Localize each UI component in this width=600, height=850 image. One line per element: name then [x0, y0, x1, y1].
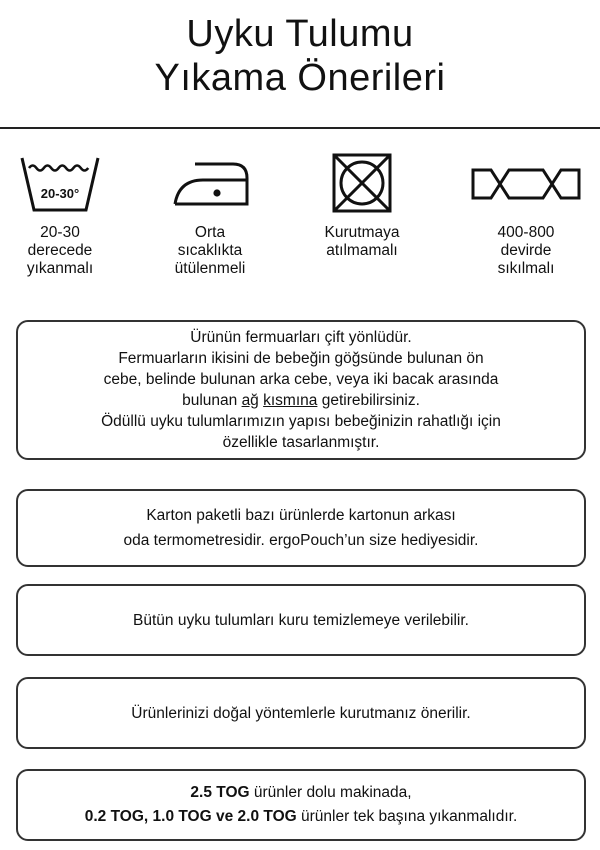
box1-line-4 — [182, 390, 420, 411]
box5-bold-tog-20: 2.0 TOG — [237, 808, 297, 825]
box3-line-1: Bütün uyku tulumları kuru temizlemeye verilebilir. — [133, 611, 469, 629]
box1-line-4-pre: bulunan — [182, 392, 242, 409]
wring-icon — [469, 152, 583, 214]
tumble-caption: Kurutmaya atılmamalı — [324, 224, 400, 259]
wash-caption: 20-30 derecede yıkanmalı — [26, 224, 94, 277]
box1-line-4-post: getirebilirsiniz. — [317, 392, 420, 409]
box1-line-3: cebe, belinde bulunan arka cebe, veya iki bacak arasında — [103, 371, 499, 388]
box2-line-2: oda termometresidir. ergoPouch’un size hediyesidir. — [123, 532, 479, 549]
page-title — [0, 12, 600, 100]
iron-caption: Orta sıcaklıkta ütülenmeli — [174, 224, 246, 277]
info-box-tog — [16, 769, 586, 841]
box5-bold-tog-25: 2.5 TOG — [190, 784, 250, 801]
symbol-iron — [150, 152, 270, 278]
info-box-zippers — [16, 320, 586, 460]
box1-underline-kismina: kısmına — [263, 392, 318, 409]
box1-line-2: Fermuarların ikisini de bebeğin göğsünde bulunan ön — [118, 350, 484, 367]
symbol-wring — [466, 152, 586, 278]
symbol-tumble — [302, 152, 422, 260]
wash-temp-label: 20-30° — [40, 186, 80, 201]
box1-underline-ag: ağ — [241, 392, 259, 409]
info-box-natural-dry — [16, 677, 586, 749]
box1-line-5: Ödüllü uyku tulumlarımızın yapısı bebeğinizin rahatlığı için — [101, 413, 501, 430]
wash-tub-icon — [19, 152, 101, 214]
title-divider — [0, 127, 600, 129]
title-line-2: Yıkama Önerileri — [154, 57, 446, 99]
symbol-wash — [0, 152, 120, 278]
box1-line-1: Ürünün fermuarları çift yönlüdür. — [190, 329, 412, 346]
box5-line-1 — [190, 781, 411, 805]
box5-bold-tog-02-10: 0.2 TOG, 1.0 TOG — [84, 808, 212, 825]
box5-bold-ve: ve — [211, 808, 238, 825]
iron-icon — [169, 152, 251, 214]
box4-line-1: Ürünlerinizi doğal yöntemlerle kurutmanız önerilir. — [131, 704, 471, 722]
box2-line-1: Karton paketli bazı ürünlerde kartonun arkası — [146, 507, 456, 524]
wring-caption: 400-800 devirde sıkılmalı — [497, 224, 555, 277]
box5-line-2-rest: ürünler tek başına yıkanmalıdır. — [296, 808, 518, 825]
do-not-tumble-dry-icon — [321, 152, 403, 214]
box5-line-1-rest: ürünler dolu makinada, — [249, 784, 412, 801]
info-box-thermometer — [16, 489, 586, 567]
box5-line-2 — [85, 805, 518, 829]
info-box-dry-clean — [16, 584, 586, 656]
title-line-1: Uyku Tulumu — [186, 13, 414, 55]
box1-line-6: özellikle tasarlanmıştır. — [222, 434, 380, 451]
